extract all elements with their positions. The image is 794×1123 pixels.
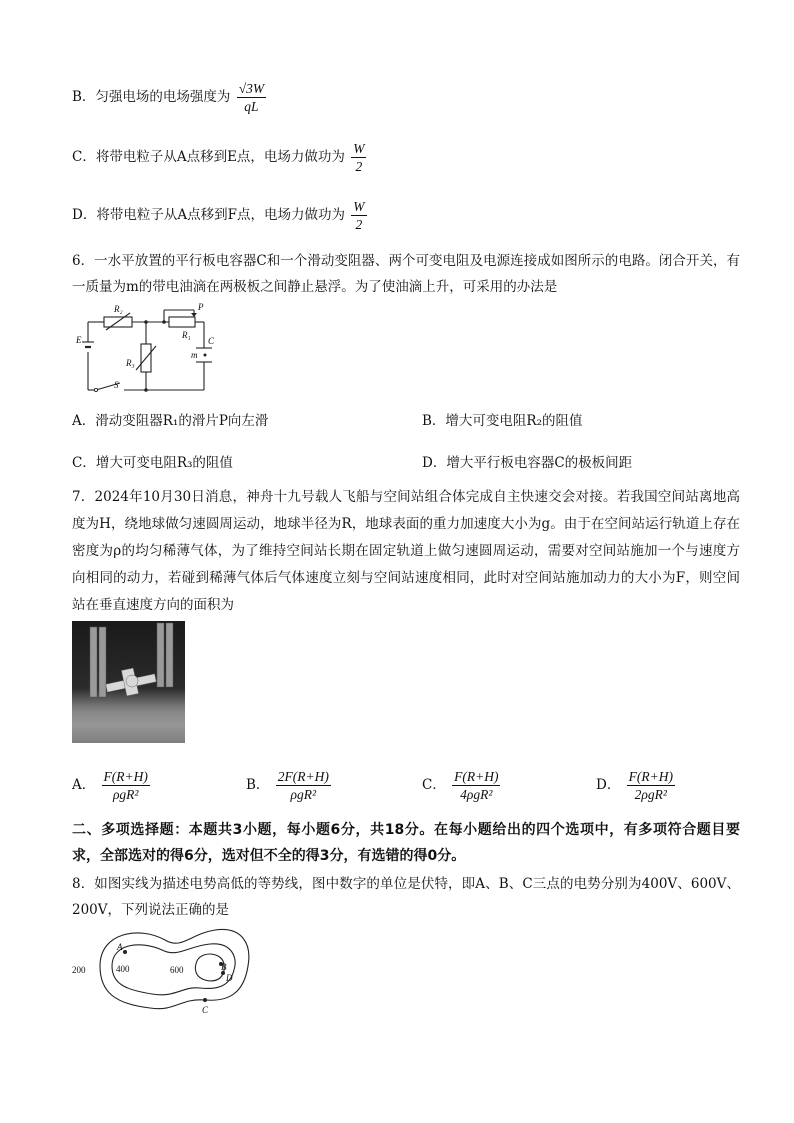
q5-option-c-fraction bbox=[351, 140, 366, 175]
q5-option-c-numerator: W bbox=[353, 141, 365, 156]
label-e: E bbox=[76, 335, 82, 345]
q7-option-d-fraction bbox=[627, 768, 675, 803]
q6-option-b: B．增大可变电阻R₂的阻值 bbox=[422, 413, 583, 429]
point-a bbox=[123, 950, 127, 954]
q5-option-b-numerator: √3W bbox=[238, 81, 265, 96]
q5-option-d-fraction bbox=[351, 198, 366, 233]
q5-option-c-denominator: 2 bbox=[355, 159, 363, 174]
label-400v: 400 bbox=[116, 964, 130, 974]
label-r3: R₃ bbox=[126, 358, 135, 368]
q8-equipotential-figure bbox=[70, 922, 260, 1016]
q5-option-b-denominator: qL bbox=[244, 99, 259, 114]
q7-option-c-label: C． bbox=[422, 777, 446, 793]
point-c bbox=[203, 998, 207, 1002]
q5-option-d-denominator: 2 bbox=[355, 217, 363, 232]
q7-option-d-denominator: 2ρgR² bbox=[634, 787, 667, 802]
q7-option-b bbox=[246, 768, 331, 803]
q5-option-b-fraction bbox=[237, 80, 266, 115]
label-p: P bbox=[198, 302, 204, 312]
label-c: C bbox=[208, 336, 215, 346]
q7-option-a-numerator: F(R+H) bbox=[103, 769, 148, 784]
q7-stem: 7．2024年10月30日消息，神舟十九号载人飞船与空间站组合体完成自主快速交会对接。若我国空间站离地高度为H，绕地球做匀速圆周运动，地球半径为R，地球表面的重力加速度大小为g。由于在空间站运行轨道上存在密度为ρ的均匀稀薄气体，为了维持空间站长期在固定轨道上做匀速圆周运动，需要对空间站施加一个与速度方向相同的动力，若碰到稀薄气体后气体速度立刻与空间站速度相同，此时对空间站施加动力的大小为F，则空间站在垂直速度方向的面积为 bbox=[72, 489, 740, 613]
label-r1: R₁ bbox=[182, 330, 191, 340]
q6-circuit-diagram bbox=[74, 300, 224, 400]
q5-option-b-text: B．匀强电场的电场强度为 bbox=[72, 89, 231, 105]
label-200v: 200 bbox=[72, 965, 86, 975]
label-s: S bbox=[114, 380, 119, 390]
q7-option-a-denominator: ρgR² bbox=[112, 787, 139, 802]
q7-option-b-fraction bbox=[276, 768, 331, 803]
q7-option-d-label: D． bbox=[596, 777, 621, 793]
q7-option-b-label: B． bbox=[246, 777, 270, 793]
label-r2: R₂ bbox=[114, 304, 123, 314]
section-2-heading: 二、多项选择题：本题共3小题，每小题6分，共18分。在每小题给出的四个选项中，有多项符合题目要求，全部选对的得6分，选对但不全的得3分，有选错的得0分。 bbox=[72, 822, 740, 864]
label-600v: 600 bbox=[170, 965, 184, 975]
q5-option-b bbox=[72, 80, 266, 115]
q5-option-d-text: D．将带电粒子从A点移到F点，电场力做功为 bbox=[72, 207, 345, 223]
q6-option-a: A．滑动变阻器R₁的滑片P向左滑 bbox=[72, 413, 269, 429]
q7-option-c-numerator: F(R+H) bbox=[454, 769, 499, 784]
label-point-a: A bbox=[117, 942, 123, 952]
q7-option-c-denominator: 4ρgR² bbox=[460, 787, 493, 802]
label-point-c: C bbox=[202, 1005, 209, 1015]
q7-option-c-fraction bbox=[452, 768, 500, 803]
q7-option-a-label: A． bbox=[72, 777, 96, 793]
space-station-photo bbox=[72, 621, 185, 743]
q7-option-a-fraction bbox=[102, 768, 150, 803]
q5-option-d bbox=[72, 198, 367, 233]
q7-option-d bbox=[596, 768, 675, 803]
q7-option-a bbox=[72, 768, 150, 803]
label-m: m bbox=[191, 350, 198, 360]
q7-option-b-numerator: 2F(R+H) bbox=[277, 769, 329, 784]
q6-stem: 6．一水平放置的平行板电容器C和一个滑动变阻器、两个可变电阻及电源连接成如图所示的电路。闭合开关，有一质量为m的带电油滴在两极板之间静止悬浮。为了使油滴上升，可采用的办法是 bbox=[72, 253, 740, 295]
q8-stem: 8．如图实线为描述电势高低的等势线，图中数字的单位是伏特，即A、B、C三点的电势分别为400V、600V、200V，下列说法正确的是 bbox=[72, 876, 740, 918]
q6-option-d: D．增大平行板电容器C的极板间距 bbox=[422, 455, 633, 471]
q5-option-d-numerator: W bbox=[353, 199, 365, 214]
q6-option-c: C．增大可变电阻R₃的阻值 bbox=[72, 455, 233, 471]
q5-option-c bbox=[72, 140, 366, 175]
q7-option-d-numerator: F(R+H) bbox=[628, 769, 673, 784]
q7-option-b-denominator: ρgR² bbox=[290, 787, 317, 802]
q7-option-c bbox=[422, 768, 500, 803]
q5-option-c-text: C．将带电粒子从A点移到E点，电场力做功为 bbox=[72, 149, 345, 165]
label-point-b: B bbox=[221, 962, 227, 972]
label-point-d: D bbox=[226, 973, 233, 983]
